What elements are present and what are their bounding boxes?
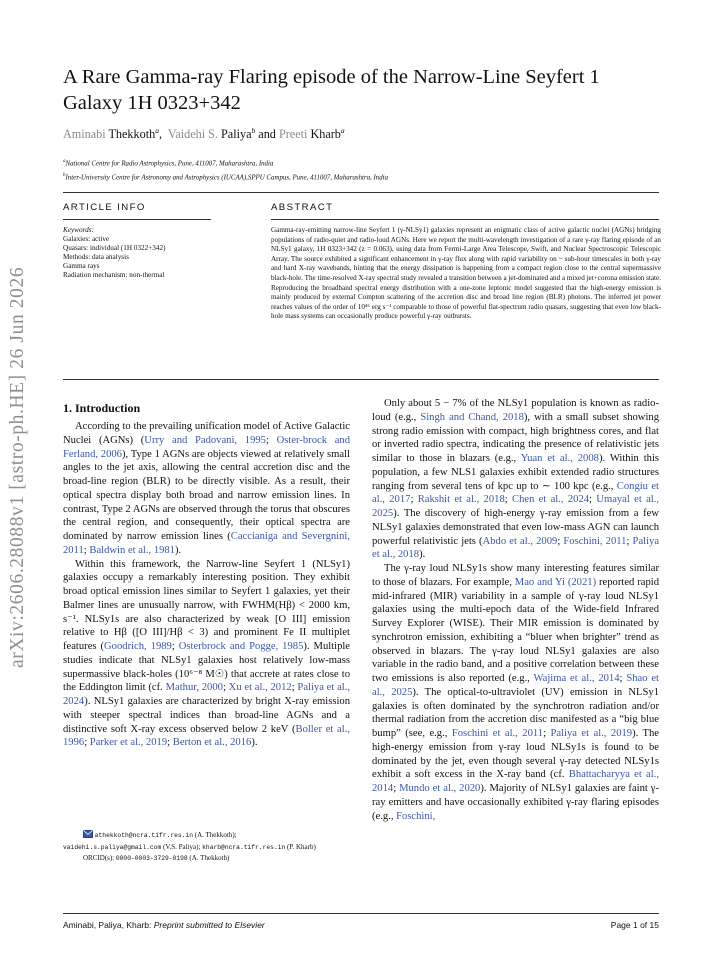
keyword: Methods: data analysis (63, 252, 129, 261)
citation-link[interactable]: Foschini, 2011 (563, 535, 627, 547)
paragraph-text: ). Multiple studies indicate that NLSy1 galaxies host relatively low-mass supermassive black-holes (10⁶⁻⁸ M☉) that accrete at rates close to the Eddington limit (cf. (63, 641, 351, 694)
citation-link[interactable]: Wajima et al., 2014 (533, 673, 620, 684)
paragraph-text: ). The discovery of high-energy γ-ray emission from a few NLSy1 galaxies demonstrated that even low-mass AGN can launch powerful relativistic jets ( (372, 508, 659, 547)
footer-status: Preprint submitted to Elsevier (153, 920, 265, 930)
citation-link[interactable]: Mundo et al., 2020 (399, 783, 481, 794)
citation-link[interactable]: Berton et al., 2016 (172, 737, 252, 749)
citation-link[interactable]: Foschini, (396, 810, 436, 822)
affiliation-text: National Centre for Radio Astrophysics, Pune, 411007, Maharashtra, India (65, 160, 274, 168)
paragraph-text: The γ-ray loud NLSy1s show many interesting features similar to those of blazars. For example, (372, 563, 659, 588)
email-icon (83, 830, 93, 842)
paper-title: A Rare Gamma-ray Flaring episode of the Narrow-Line Seyfert 1 Galaxy 1H 0323+342 (63, 66, 600, 114)
paragraph-text: ). (175, 544, 182, 556)
left-text-column (63, 420, 350, 750)
abstract-heading: ABSTRACT (271, 202, 334, 213)
citation-link[interactable]: Umayal et al., 2025 (372, 494, 660, 519)
email-link[interactable]: kharb@ncra.tifr.res.in (202, 843, 286, 851)
paragraph-text: ; (557, 535, 564, 547)
author-last-name: Thekkoth (108, 127, 156, 142)
paragraph-text: ; (167, 737, 173, 749)
keyword: Radiation mechanism: non-thermal (63, 270, 165, 279)
citation-link[interactable]: Bhattacharyya et al., 2014 (372, 769, 660, 794)
footnotes (63, 830, 353, 865)
citation-link[interactable]: Oster-brock and Ferland, 2006 (63, 434, 351, 460)
orcid-link[interactable]: 0000-0003-3729-0198 (115, 855, 188, 863)
footnote-orcid-line (63, 853, 353, 865)
author-line: Aminabi Thekkoth$^a$, Vaidehi S. Paliya$^b$ and Preeti Kharb$^a$ (63, 126, 345, 142)
keywords-list (63, 226, 263, 280)
paragraph-text: ; (265, 434, 277, 446)
citation-link[interactable]: Osterbrock and Pogge, 1985 (178, 641, 304, 652)
citation-link[interactable]: Paliya et al., 2019 (550, 728, 633, 739)
abstract-bottom-rule (63, 379, 659, 380)
citation-link[interactable]: Shao et al., 2025 (372, 673, 659, 698)
paragraph-text: ). Within this population, a few NLS1 galaxies exhibit extended radio structures ranging from several tens of kpc up to ∼ 100 kpc (e.g., (372, 453, 660, 492)
author-first-name: Aminabi (63, 127, 106, 142)
paragraph-text: ). The optical-to-ultraviolet (UV) emission in NLSy1 galaxies is often dominated by the synchrotron radiation and/or thermal radiation from the accretion disc manifested as a “big blue bump” (see, e.g., (372, 686, 659, 739)
citation-link[interactable]: Goodrich, 1989 (104, 641, 172, 652)
paragraph-text: ). The high-energy emission from γ-ray loud NLSy1s is found to be dominated by the jet, even though several γ-ray detected NLSy1s exhibit a soft excess in the X-ray band (cf. (372, 728, 659, 781)
email-link[interactable]: athekkoth@ncra.tifr.res.in (94, 832, 193, 839)
section-heading-introduction: 1. Introduction (63, 401, 141, 415)
footer-authors: Aminabi, Paliya, Kharb: (63, 920, 152, 930)
citation-link[interactable]: Rakshit et al., 2018 (417, 494, 505, 506)
citation-link[interactable]: Xu et al., 2012 (228, 682, 292, 694)
affiliation-text: Inter-University Centre for Astronomy and Astrophysics (IUCAA),SPPU Campus, Pune, 411007, Maharashtra, India (65, 174, 389, 182)
footer-rule (63, 913, 659, 914)
affiliations (63, 156, 388, 185)
citation-link[interactable]: Mao and Yi (2021) (514, 576, 597, 588)
paragraph-text: ; (504, 494, 512, 506)
keyword: Quasars: individual (1H 0322+342) (63, 243, 166, 252)
footnote-email-line (63, 830, 353, 842)
affiliation (63, 156, 388, 170)
paragraph-text: Within this framework, the Narrow-line Seyfert 1 (NLSy1) galaxies occupy a remarkably interesting position. They exhibit broad optical emission lines similar to Seyfert 1 galaxies, yet their Balmer lines are unusually narrow, with FWHM(Hβ) < 2000 km, s⁻¹. NLSy1s are also characterized by weak [O III] emission relative to Hβ ([O III]/Hβ < 3) and prominent Fe II multiplet features ( (63, 558, 350, 652)
abstract-body: Gamma-ray-emitting narrow-line Seyfert 1 (γ-NLSy1) galaxies represent an enigmatic class of active galactic nuclei (AGNs) bridging populations of radio-quiet and radio-loud AGNs. Here we report the multi-wavelength investigation of a rare γ-ray flaring episode of an NLSy1 galaxy, 1H 0323+342 (z = 0.063), using data from Fermi-Large Area Telescope, Swift, and Nuclear Spectroscopic Telescopic Array. The source exhibited a significant enhancement in γ-ray flux along with rapid variability on ~ sub-hour timescales in both γ-ray and hard X-ray wavebands, hinting that the energy dissipation is happening from a compact region close to the central supermassive black-hole. The time-resolved X-ray spectral study revealed a transition between a jet-dominated and a mixed jet+corona emission state. Reproducing the broadband spectral energy distribution with a one-zone leptonic model suggested that the high-energy emission is mainly produced by external Compton scattering of the accretion disc and broad line region (BLR) photons. The inferred jet power reaches values of the order of 10⁴⁶ erg s⁻¹ comparable to those of powerful flat-spectrum radio quasars, suggesting that even low black-hole mass systems can occasionally produce powerful γ-ray outbursts. (271, 226, 661, 321)
citation-link[interactable]: Paliya et al., 2024 (63, 682, 351, 707)
paragraph-text: ; (291, 682, 298, 694)
paragraph-text: ; (410, 494, 418, 506)
citation-link[interactable]: Paliya et al., 2018 (372, 535, 660, 561)
paragraph-text: ). NLSy1 galaxies are characterized by bright X-ray emission with steeper spectral indices than broad-line AGNs and a distinctive soft X-ray excess observed below 2 keV ( (63, 696, 350, 735)
paragraph-text: ; (222, 682, 229, 694)
paragraph-text: ), with a small subset showing strong radio emission with compact, high brightness cores, and flat or inverted radio spectra, indicating the presence of relativistic jets similar to those in blazars (e.g., (372, 411, 659, 464)
affiliation-mark: b (251, 126, 256, 135)
email-owner: (P. Kharb) (287, 842, 316, 851)
paragraph-text: Only about 5 − 7% of the NLSy1 population is known as radio-loud (e.g., (372, 398, 659, 423)
paragraph-text: ; (626, 535, 633, 547)
affiliation-mark: a (340, 126, 345, 135)
author-first-name: Preeti (278, 127, 308, 142)
citation-link[interactable]: Congiu et al., 2017 (372, 480, 659, 506)
citation-link[interactable]: Boller et al., 1996 (63, 723, 350, 749)
email-owner: (A. Thekkoth); (194, 831, 237, 839)
citation-link[interactable]: Parker et al., 2019 (89, 737, 168, 749)
article-info-rule (63, 219, 211, 220)
paragraph (63, 558, 350, 751)
footer-left (63, 920, 265, 930)
right-text-column (372, 397, 659, 823)
affiliation (63, 170, 388, 184)
abstract-rule (271, 219, 659, 220)
paragraph-text: ), Type 1 AGNs are objects viewed at relatively small angles to the jet axis, allowing the central accretion disc and the broad-line region (BLR) to be directly visible. As a result, their optical spectra display both broad and narrow emission lines. In contrast, Type 2 AGNs are observed through the torus that obscures the central region, and consequently, their optical spectra are dominated by narrow emission lines ( (63, 448, 350, 542)
citation-link[interactable]: Caccianiga and Severgnini, 2011 (63, 531, 350, 556)
author-first-name: Vaidehi S. (167, 127, 218, 142)
keywords-label: Keywords: (63, 226, 94, 234)
paragraph (372, 562, 659, 823)
paragraph-text: ; (589, 494, 597, 506)
article-info-heading: ARTICLE INFO (63, 202, 146, 213)
affiliation-mark: b (63, 173, 66, 179)
author-last-name: Kharb (310, 127, 341, 142)
citation-link[interactable]: Urry and Padovani, 1995 (144, 434, 266, 446)
author-last-name: Paliya (221, 127, 252, 142)
citation-link[interactable]: Foschini et al., 2011 (451, 728, 544, 739)
paragraph (63, 420, 350, 558)
affiliation-mark: a (155, 126, 159, 135)
paragraph-text: ). (419, 549, 426, 561)
page-number: Page 1 of 15 (610, 920, 659, 930)
arxiv-identifier-stamp: arXiv:2606.28088v1 [astro-ph.HE] 26 Jun 2026 (7, 266, 28, 668)
paragraph-text: ). Majority of NLSy1 galaxies are faint γ-ray emitters and have occasionally exhibited γ-ray flaring episodes (e.g., (372, 783, 660, 822)
paragraph-text: ; (83, 544, 90, 556)
paragraph-text: According to the prevailing unification model of Active Galactic Nuclei (AGNs) ( (63, 421, 350, 446)
author-and: and (258, 127, 276, 142)
orcid-owner: (A. Thekkoth) (189, 854, 230, 863)
keyword: Gamma rays (63, 261, 100, 270)
orcid-label: ORCID(s): (83, 854, 115, 863)
paragraph-text: ; (619, 673, 627, 684)
header-rule (63, 192, 659, 193)
citation-link[interactable]: Chen et al., 2024 (512, 494, 590, 506)
citation-link[interactable]: Baldwin et al., 1981 (89, 544, 176, 556)
footnote-email-line (63, 842, 353, 854)
citation-link[interactable]: Singh and Chand, 2018 (420, 411, 524, 423)
affiliation-mark: a (63, 159, 66, 164)
citation-link[interactable]: Mathur, 2000 (165, 682, 223, 694)
paragraph (372, 397, 659, 562)
paragraph-text: ; (84, 737, 90, 749)
paragraph-text: reported rapid mid-infrared (MIR) variability in a sample of γ-ray loud NLSy1 galaxies using the multi-epoch data of the Wide-field Infrared Survey Explorer (WISE). Their MIR emission is dominated by synchrotron emission, exhibiting a “bluer when brighter” trend as observed in blazars. The γ-ray loud NLSy1 galaxies are also variable in the radio band, and a positive correlation between these two emissions is also reported (e.g., (372, 576, 659, 684)
paragraph-text: ). (251, 737, 258, 749)
paragraph-text: ; (393, 783, 400, 794)
citation-link[interactable]: Yuan et al., 2008 (520, 453, 599, 464)
paragraph-text: ; (171, 641, 179, 652)
keyword: Galaxies: active (63, 234, 110, 243)
email-owner: (V.S. Paliya); (163, 842, 201, 851)
citation-link[interactable]: Abdo et al., 2009 (482, 535, 558, 547)
email-link[interactable]: vaidehi.s.paliya@gmail.com (63, 843, 162, 851)
paragraph-text: ; (543, 728, 551, 739)
